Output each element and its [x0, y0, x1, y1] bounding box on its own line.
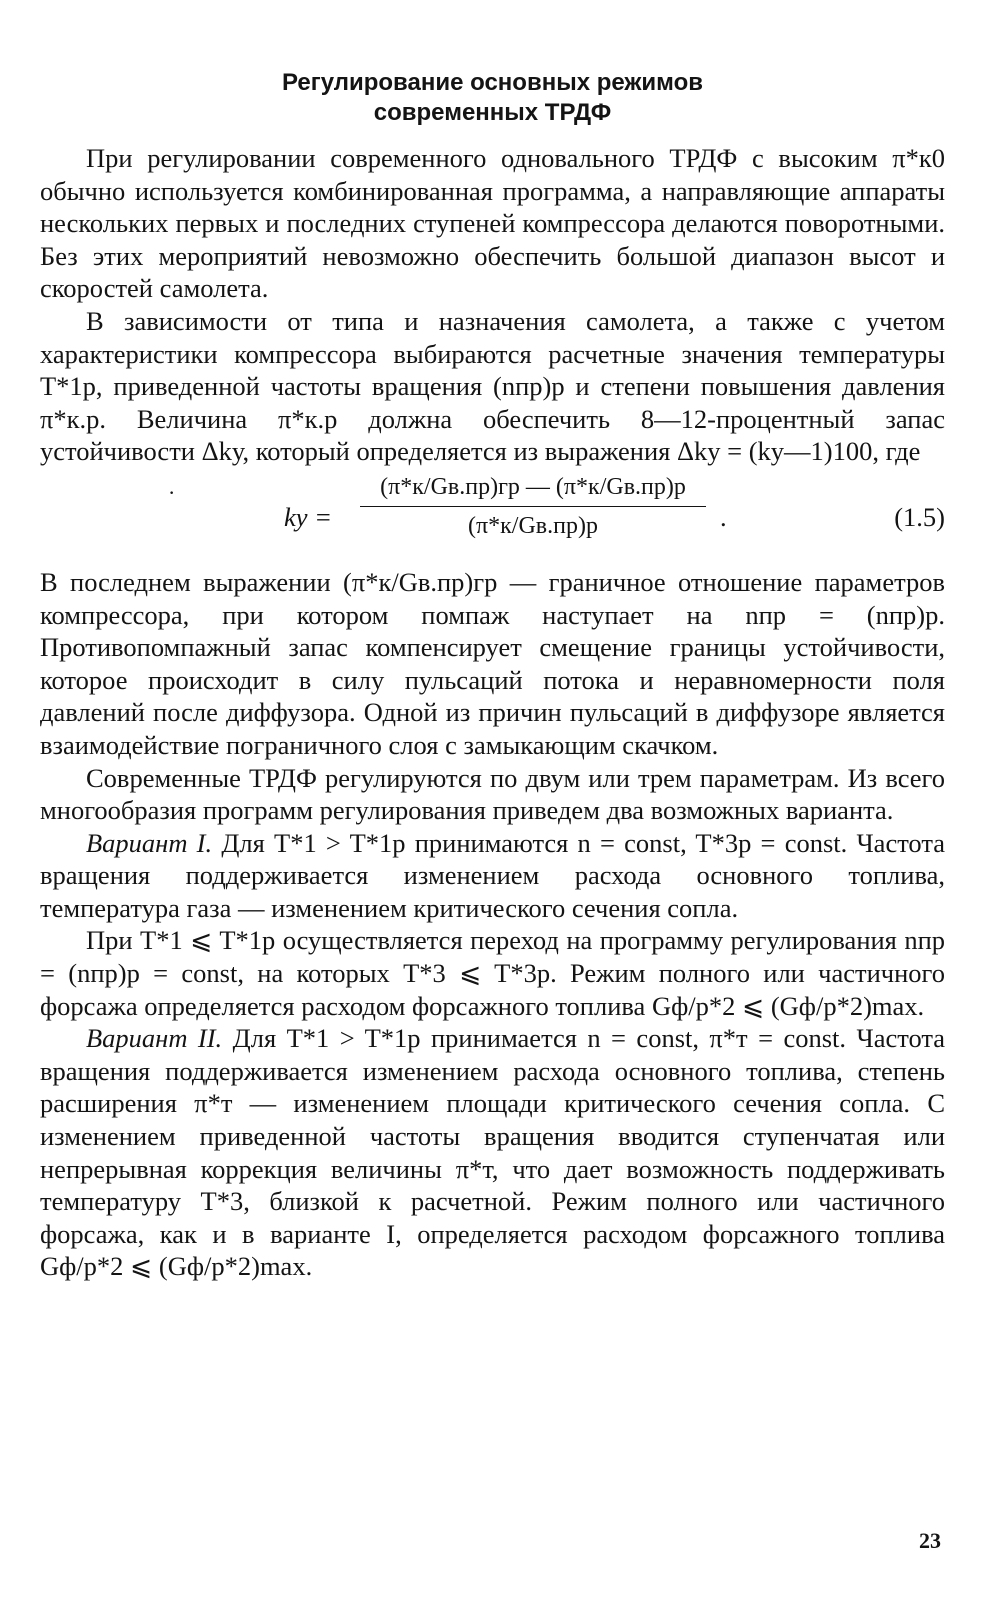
margin-dot: · — [168, 479, 176, 505]
equation-number: (1.5) — [894, 501, 945, 532]
paragraph-5 — [40, 827, 945, 925]
paragraph-6: При T*1 ⩽ T*1р осуществляется переход на программу регулирования nпр = (nпр)р = const, на которых T*3 ⩽ T*3р. Режим полного или частичного форсажа определяется расходом форсажного топлива Gф/p*2 ⩽ (Gф/p*2)max. — [40, 925, 945, 1021]
section-title-line-1: Регулирование основных режимов — [281, 69, 704, 96]
paragraph-2: В зависимости от типа и назначения самолета, а также с учетом характеристики компрессора выбираются расчетные значения температуры T*1р, приведенной частоты вращения (nпр)р и степени повышения давления π*к.р. Величина π*к.р должна обеспечить 8—12-процентный запас устойчивости Δkу, который определяется из выражения Δkу = (kу—1)100, где — [40, 305, 945, 467]
paragraph-1: При регулировании современного одновального ТРДФ с высоким π*к0 обычно используется комбинированная программа, а направляющие аппараты нескольких первых и последних ступеней компрессора делаются поворотными. Без этих мероприятий невозможно обеспечить большой диапазон высот и скоростей самолета. — [40, 143, 945, 304]
variant-1-text: Для T*1 > T*1р принимаются n = const, T*3р = const. Частота вращения поддерживается изменением расхода основного топлива, температура газа — изменением критического сечения сопла. — [40, 827, 946, 923]
equation-1-5 — [40, 470, 945, 562]
equation-fraction — [360, 470, 706, 543]
paragraph-7 — [40, 1022, 945, 1283]
variant-2-label: Вариант II. — [86, 1023, 223, 1054]
variant-1-label: Вариант I. — [86, 827, 213, 858]
page-number: 23 — [919, 1528, 941, 1553]
equation-denominator: (π*к/Gв.пр)р — [468, 512, 598, 539]
book-page — [40, 68, 945, 1283]
equation-lhs: kу = — [284, 501, 333, 532]
equation-period: . — [720, 501, 727, 532]
paragraph-3: В последнем выражении (π*к/Gв.пр)гр — граничное отношение параметров компрессора, при котором помпаж наступает на nпр = (nпр)р. Противопомпажный запас компенсирует смещение границы устойчивости, которое происходит в силу пульсаций потока и неравномерности поля давлений после диффузора. Одной из причин пульсаций в диффузоре является взаимодействие пограничного слоя с замыкающим скачком. — [40, 566, 945, 760]
fraction-bar — [360, 506, 706, 507]
section-title — [40, 68, 945, 128]
equation-numerator: (π*к/Gв.пр)гр — (π*к/Gв.пр)р — [380, 473, 686, 500]
section-title-line-2: современных ТРДФ — [373, 99, 612, 126]
variant-2-text: Для T*1 > T*1р принимается n = const, π*т = const. Частота вращения поддерживается изменением расхода основного топлива, степень расширения π*т — изменением площади критического сечения сопла. С изменением приведенной частоты вращения вводится ступенчатая или непрерывная коррекция величины π*т, что дает возможность поддерживать температуру T*3, близкой к расчетной. Режим полного или частичного форсажа, как и в варианте I, определяется расходом форсажного топлива Gф/p*2 ⩽ (Gф/p*2)max. — [40, 1023, 946, 1282]
paragraph-4: Современные ТРДФ регулируются по двум или трем параметрам. Из всего многообразия программ регулирования приведем два возможных варианта. — [40, 762, 945, 826]
